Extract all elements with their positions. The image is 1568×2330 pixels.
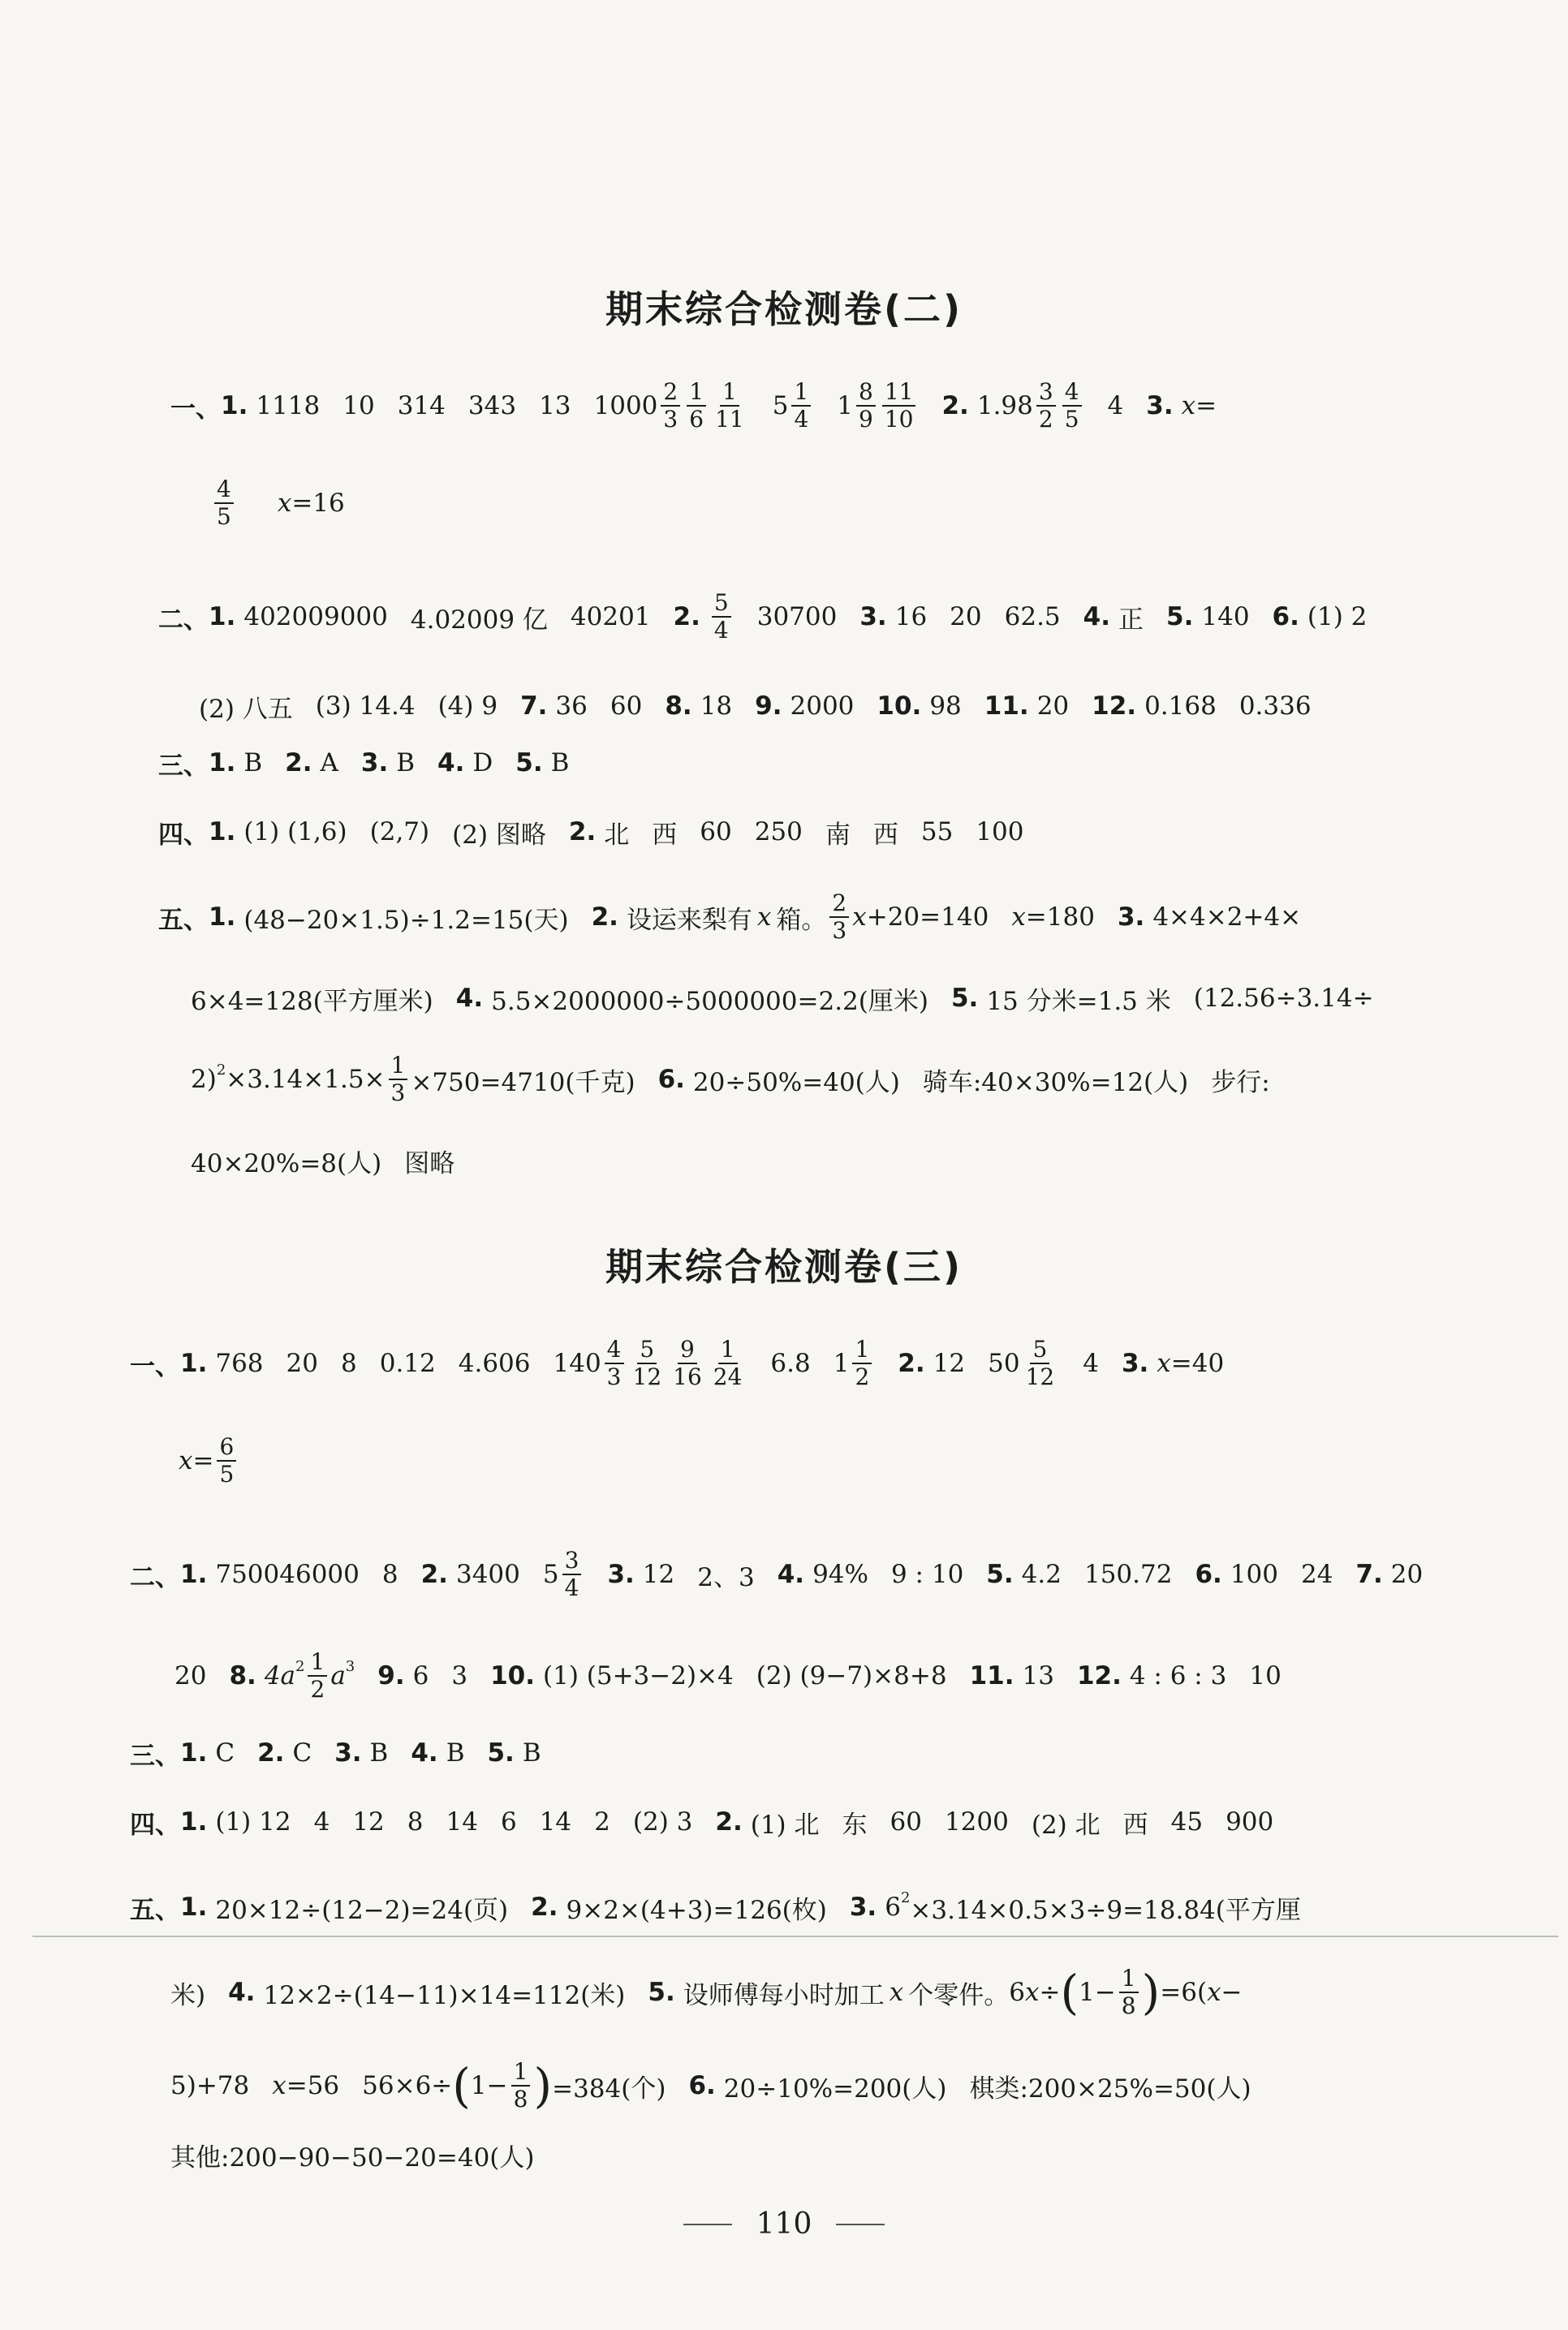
answer-line: 20 8. 4a 2 $\frac{1}{2}$ a 3 9. 6 3 10. (1) (5+3−2)×4 (2) (9−7)×8+8 11. 13 12. 4 : 6 : 3 10 [174,1647,1282,1703]
fraction: $\frac{11}{10}$ [882,379,916,433]
answer-line: 5)+78 x =56 56×6÷ ( 1− $\frac{1}{8}$ ) =384(个) 6. 20÷10%=200(人) 棋类:200×25%=50(人) [170,2057,1251,2113]
fraction: $\frac{9}{16}$ [673,1335,702,1390]
answer-line: 40×20%=8(人) 图略 [191,1148,455,1178]
fraction: $\frac{3}{2}$ [1036,379,1056,433]
fraction: $\frac{5}{12}$ [1025,1335,1055,1390]
answer-line: 四、 1. (1) (1,6) (2,7) (2) 图略 2. 北 西 60 250 南 西 55 100 [158,817,1024,850]
answer-line: 一、 1. 768 20 8 0.12 4.606 140 $\frac{4}{3}$ $\frac{5}{12}$ $\frac{9}{16}$ $\frac{1}{24}$ 6.8 1 $\frac{1}{2}$ 2. 12 50 $\frac{5}{12}$ 4 3. x =40 [130,1335,1225,1390]
fraction: $\frac{6}{5}$ [217,1434,236,1488]
answer-line: 米) 4. 12×2÷(14−11)×14=112(米) 5. 设师傅每小时加工 x 个零件。 6 x ÷ ( 1− $\frac{1}{8}$ ) =6( x − [170,1964,1243,2020]
answer-line: 四、 1. (1) 12 4 12 8 14 6 14 2 (2) 3 2. (1) 北 东 60 1200 (2) 北 西 45 900 [130,1807,1274,1840]
fraction: $\frac{1}{2}$ [308,1649,327,1703]
answer-line: (2) 八五 (3) 14.4 (4) 9 7. 36 60 8. 18 9. 2000 10. 98 11. 20 12. 0.168 0.336 [199,691,1312,724]
answer-line: 二、 1. 750046000 8 2. 3400 5 $\frac{3}{4}$ 3. 12 2、3 4. 94% 9 : 10 5. 4.2 150.72 6. 100 24 7. 20 [130,1546,1424,1601]
page-number-text: 110 [756,2207,812,2241]
fraction: $\frac{1}{4}$ [791,379,811,433]
answer-line: 三、 1. B 2. A 3. B 4. D 5. B [158,748,570,781]
answer-line: $\frac{4}{5}$ x =16 [211,459,345,548]
answer-line: 五、 1. (48−20×1.5)÷1.2=15(天) 2. 设运来梨有 x 箱。 $\frac{2}{3}$ x +20=140 x =180 3. 4×4×2+4× [158,889,1302,944]
fraction: $\frac{4}{5}$ [1062,379,1082,433]
answer-line: 一、 1. 1118 10 314 343 13 1000 $\frac{2}{3}$ $\frac{1}{6}$ $\frac{1}{11}$ 5 $\frac{1}{4}$ 1 $\frac{8}{9}$ $\frac{11}{10}$ 2. 1.98 $\frac{3}{2}$ $\frac{4}{5}$ 4 3. x = [170,377,1217,433]
page-number [0,2207,1568,2241]
divider [32,1936,1558,1937]
answer-line: 五、 1. 20×12÷(12−2)=24(页) 2. 9×2×(4+3)=126(枚) 3. 6 2 ×3.14×0.5×3÷9=18.84(平方厘 [130,1889,1301,1925]
answer-line: 6×4=128(平方厘米) 4. 5.5×2000000÷5000000=2.2(厘米) 5. 15 分米=1.5 米 (12.56÷3.14÷ [191,984,1374,1016]
fraction: $\frac{1}{11}$ [715,377,744,433]
answer-line: 二、 1. 402009000 4.02009 亿 40201 2. $\frac{5}{4}$ 30700 3. 16 20 62.5 4. 正 5. 140 6. (1) 2 [158,588,1368,644]
fraction: $\frac{2}{3}$ [829,890,849,944]
section-title-2: 期末综合检测卷(二) [605,287,963,331]
fraction: $\frac{1}{3}$ [389,1053,408,1106]
page-number-dash [683,2224,732,2225]
fraction: $\frac{4}{3}$ [605,1337,624,1390]
answer-line: 2) 2 ×3.14×1.5× $\frac{1}{3}$ ×750=4710(千克) 6. 20÷50%=40(人) 骑车:40×30%=12(人) 步行: [191,1051,1270,1106]
fraction: $\frac{5}{4}$ [712,590,731,644]
fraction: $\frac{1}{8}$ [1119,1966,1139,2019]
fraction: $\frac{1}{8}$ [511,2059,531,2113]
page-number-dash [836,2224,885,2225]
answer-line: x = $\frac{6}{5}$ [179,1416,239,1505]
fraction: $\frac{3}{4}$ [562,1548,582,1601]
fraction: $\frac{5}{12}$ [632,1335,662,1390]
answer-line: 其他:200−90−50−20=40(人) [170,2143,535,2173]
answer-line: 三、 1. C 2. C 3. B 4. B 5. B [130,1738,541,1771]
section-title-3: 期末综合检测卷(三) [605,1245,963,1289]
fraction: $\frac{1}{2}$ [852,1337,872,1390]
fraction: $\frac{8}{9}$ [856,379,876,433]
fraction: $\frac{1}{6}$ [687,379,706,433]
fraction: $\frac{2}{3}$ [661,379,680,433]
fraction: $\frac{4}{5}$ [214,476,234,530]
fraction: $\frac{1}{24}$ [713,1335,743,1390]
